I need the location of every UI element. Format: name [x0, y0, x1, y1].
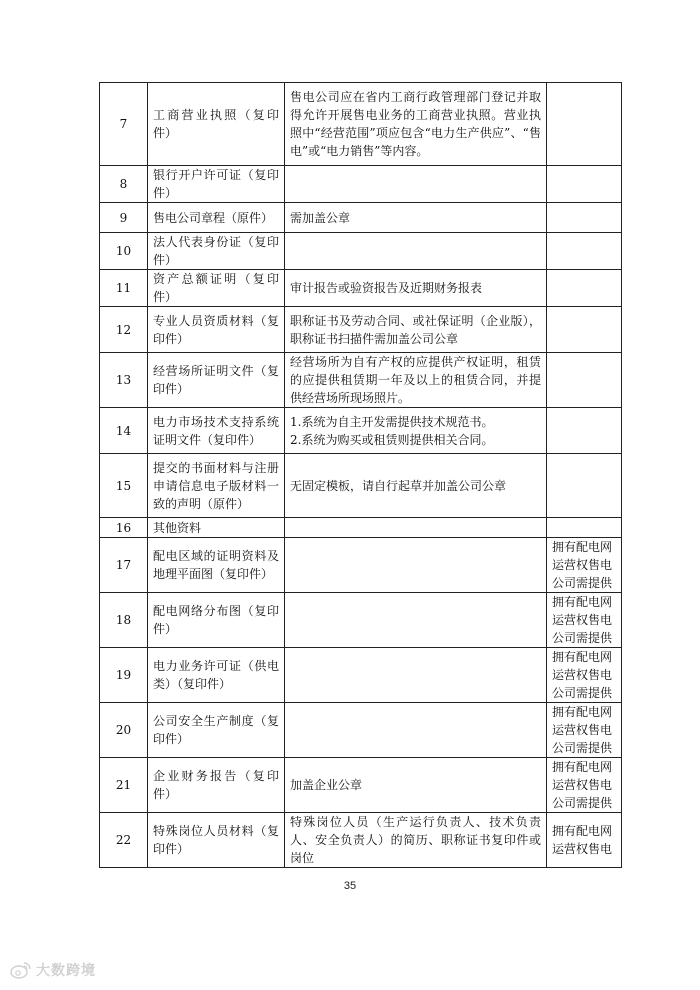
material-note-cell — [547, 408, 622, 454]
material-note-cell — [547, 166, 622, 203]
material-note-cell: 拥有配电网运营权售电公司需提供 — [547, 593, 622, 648]
material-note-cell — [547, 307, 622, 353]
table-row — [100, 270, 622, 307]
material-name-cell: 其他资料 — [148, 518, 285, 538]
material-requirement-cell — [285, 593, 547, 648]
table-row — [100, 203, 622, 233]
table-row — [100, 353, 622, 408]
material-requirement-cell: 职称证书及劳动合同、或社保证明（企业版），职称证书扫描件需加盖公司公章 — [285, 307, 547, 353]
material-requirement-cell — [285, 233, 547, 270]
row-number-cell: 7 — [100, 83, 148, 166]
row-number-cell: 9 — [100, 203, 148, 233]
material-note-cell — [547, 454, 622, 518]
material-name-cell: 工商营业执照（复印件） — [148, 83, 285, 166]
materials-table-body — [100, 83, 622, 868]
material-note-cell: 拥有配电网运营权售电公司需提供 — [547, 758, 622, 813]
material-requirement-cell: 特殊岗位人员（生产运行负责人、技术负责人、安全负责人）的简历、职称证书复印件或岗位 — [285, 813, 547, 868]
material-requirement-cell: 1.系统为自主开发需提供技术规范书。 2.系统为购买或租赁则提供相关合同。 — [285, 408, 547, 454]
material-requirement-cell: 需加盖公章 — [285, 203, 547, 233]
row-number-cell: 18 — [100, 593, 148, 648]
row-number-cell: 13 — [100, 353, 148, 408]
row-number-cell: 17 — [100, 538, 148, 593]
table-row — [100, 593, 622, 648]
material-note-cell: 拥有配电网运营权售电公司需提供 — [547, 648, 622, 703]
table-row — [100, 454, 622, 518]
material-name-cell: 特殊岗位人员材料（复印件） — [148, 813, 285, 868]
material-note-cell — [547, 83, 622, 166]
row-number-cell: 19 — [100, 648, 148, 703]
materials-table — [99, 82, 622, 868]
table-row — [100, 408, 622, 454]
material-requirement-cell: 售电公司应在省内工商行政管理部门登记并取得允许开展售电业务的工商营业执照。营业执照中“经营范围”项应包含“电力生产供应”、“售电”或“电力销售”等内容。 — [285, 83, 547, 166]
material-name-cell: 银行开户许可证（复印件） — [148, 166, 285, 203]
table-row — [100, 307, 622, 353]
material-name-cell: 资产总额证明（复印件） — [148, 270, 285, 307]
row-number-cell: 16 — [100, 518, 148, 538]
material-name-cell: 企业财务报告（复印件） — [148, 758, 285, 813]
row-number-cell: 11 — [100, 270, 148, 307]
material-name-cell: 电力市场技术支持系统证明文件（复印件） — [148, 408, 285, 454]
material-note-cell — [547, 203, 622, 233]
material-name-cell: 专业人员资质材料（复印件） — [148, 307, 285, 353]
watermark — [10, 960, 96, 980]
weibo-logo-icon — [10, 960, 32, 980]
material-requirement-cell — [285, 703, 547, 758]
material-note-cell — [547, 353, 622, 408]
table-row — [100, 758, 622, 813]
watermark-text: 大数跨境 — [36, 963, 96, 979]
material-requirement-cell: 经营场所为自有产权的应提供产权证明，租赁的应提供租赁期一年及以上的租赁合同，并提供经营场所现场照片。 — [285, 353, 547, 408]
material-name-cell: 电力业务许可证（供电类）（复印件） — [148, 648, 285, 703]
table-row — [100, 233, 622, 270]
material-note-cell: 拥有配电网运营权售电公司需提供 — [547, 703, 622, 758]
material-name-cell: 法人代表身份证（复印件） — [148, 233, 285, 270]
material-name-cell: 公司安全生产制度（复印件） — [148, 703, 285, 758]
table-row — [100, 813, 622, 868]
table-row — [100, 538, 622, 593]
material-note-cell — [547, 518, 622, 538]
material-requirement-cell: 加盖企业公章 — [285, 758, 547, 813]
material-requirement-cell: 无固定模板，请自行起草并加盖公司公章 — [285, 454, 547, 518]
row-number-cell: 15 — [100, 454, 148, 518]
material-requirement-cell — [285, 538, 547, 593]
material-name-cell: 经营场所证明文件（复印件） — [148, 353, 285, 408]
material-note-cell — [547, 270, 622, 307]
table-row — [100, 703, 622, 758]
material-requirement-cell — [285, 648, 547, 703]
row-number-cell: 20 — [100, 703, 148, 758]
material-name-cell: 配电网络分布图（复印件） — [148, 593, 285, 648]
material-name-cell: 售电公司章程（原件） — [148, 203, 285, 233]
material-note-cell: 拥有配电网运营权售电 — [547, 813, 622, 868]
table-row — [100, 166, 622, 203]
row-number-cell: 22 — [100, 813, 148, 868]
page-number: 35 — [343, 880, 357, 892]
material-note-cell: 拥有配电网运营权售电公司需提供 — [547, 538, 622, 593]
material-name-cell: 提交的书面材料与注册申请信息电子版材料一致的声明（原件） — [148, 454, 285, 518]
material-requirement-cell — [285, 166, 547, 203]
material-note-cell — [547, 233, 622, 270]
row-number-cell: 21 — [100, 758, 148, 813]
material-requirement-cell — [285, 518, 547, 538]
table-row — [100, 83, 622, 166]
row-number-cell: 12 — [100, 307, 148, 353]
material-name-cell: 配电区域的证明资料及地理平面图（复印件） — [148, 538, 285, 593]
row-number-cell: 10 — [100, 233, 148, 270]
material-requirement-cell: 审计报告或验资报告及近期财务报表 — [285, 270, 547, 307]
table-row — [100, 648, 622, 703]
row-number-cell: 8 — [100, 166, 148, 203]
row-number-cell: 14 — [100, 408, 148, 454]
table-row — [100, 518, 622, 538]
